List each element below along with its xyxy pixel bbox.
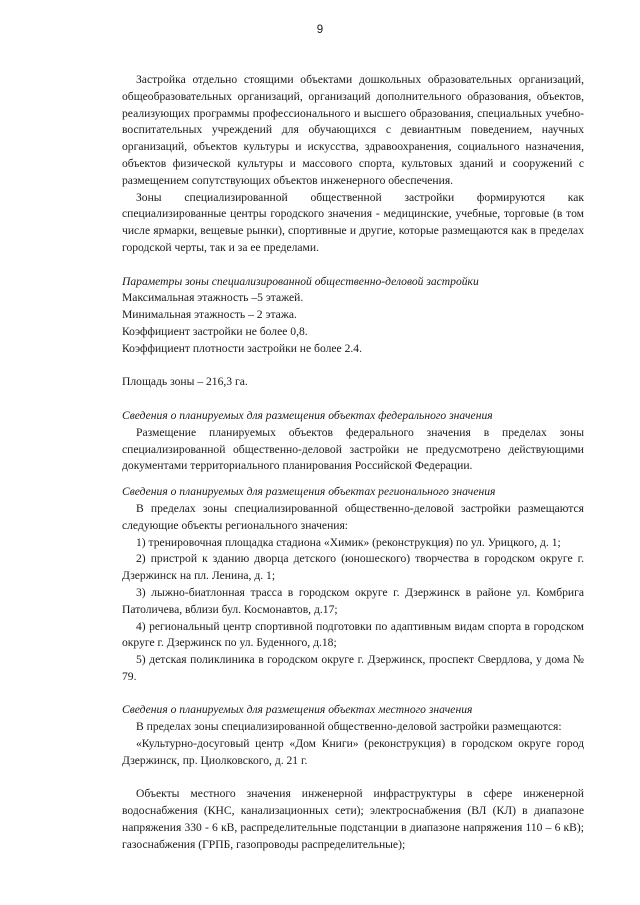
zone-area: Площадь зоны – 216,3 га. (122, 375, 248, 389)
local-intro: В пределах зоны специализированной общественно-деловой застройки размещаются: (136, 720, 562, 734)
federal-heading: Сведения о планируемых для размещения объектах федерального значения (122, 408, 493, 422)
regional-item: 5) детская поликлиника в городском округе г. Дзержинск, проспект Свердлова, у дома № 79. (122, 653, 584, 683)
param-line: Максимальная этажность –5 этажей. (122, 291, 304, 305)
param-line: Коэффициент застройки не более 0,8. (122, 324, 308, 338)
regional-item: 1) тренировочная площадка стадиона «Химик» (реконструкция) по ул. Урицкого, д. 1; (136, 535, 561, 549)
page-number: 9 (316, 24, 324, 36)
params-heading: Параметры зоны специализированной общественно-деловой застройки (122, 274, 479, 288)
regional-heading: Сведения о планируемых для размещения объектах регионального значения (122, 485, 496, 499)
regional-item: 4) региональный центр спортивной подготовки по адаптивным видам спорта в городском округе г. Дзержинск по ул. Буденного, д.18; (122, 619, 584, 650)
regional-item: 3) лыжно-биатлонная трасса в городском округе г. Дзержинск в районе ул. Комбрига Патоличева, вблизи бул. Космонавтов, д.17; (122, 585, 584, 616)
param-line: Коэффициент плотности застройки не более 2.4. (122, 341, 362, 355)
regional-intro: В пределах зоны специализированной общественно-деловой застройки размещаются следующие объекты регионального значения: (122, 501, 584, 532)
document-body (122, 72, 584, 854)
regional-item: 2) пристрой к зданию дворца детского (юношеского) творчества в городском округе г. Дзержинск на пл. Ленина, д. 1; (122, 552, 584, 583)
paragraph-development: Застройка отдельно стоящими объектами дошкольных образовательных организаций, общеобразовательных организаций, организаций дополнительного образования, объектов, реализующих программы профессионального и высшего образования, специальных учебно-воспитательных учреждений для обучающихся с девиантным поведением, научных организаций, объектов культуры и искусства, здравоохранения, социального назначения, объектов физической культуры и массового спорта, культовых зданий и сооружений с размещением сопутствующих объектов инженерного обеспечения. (122, 73, 584, 187)
local-heading: Сведения о планируемых для размещения объектах местного значения (122, 703, 473, 717)
paragraph-zones: Зоны специализированной общественной застройки формируются как специализированные центры городского значения - медицинские, учебные, торговые (в том числе ярмарки, вещевые рынки), спортивные и другие, которые размещаются как в пределах городской черты, так и за ее пределами. (122, 190, 584, 254)
param-line: Минимальная этажность – 2 этажа. (122, 308, 297, 322)
local-infrastructure: Объекты местного значения инженерной инфраструктуры в сфере инженерной водоснабжения (КНС, канализационных сети); электроснабжения (ВЛ (КЛ) в диапазоне напряжения 330 - 6 кВ, распределительные подстанции в диапазоне напряжения 110 – 6 кВ); газоснабжения (ГРПБ, газопроводы распределительные); (122, 787, 584, 851)
local-item: «Культурно-досуговый центр «Дом Книги» (реконструкция) в городском округе город Дзержинск, пр. Циолковского, д. 21 г. (122, 737, 584, 767)
federal-text: Размещение планируемых объектов федерального значения в пределах зоны специализированной общественно-деловой застройки не предусмотрено действующими документами территориального планирования Российской Федерации. (122, 425, 584, 473)
